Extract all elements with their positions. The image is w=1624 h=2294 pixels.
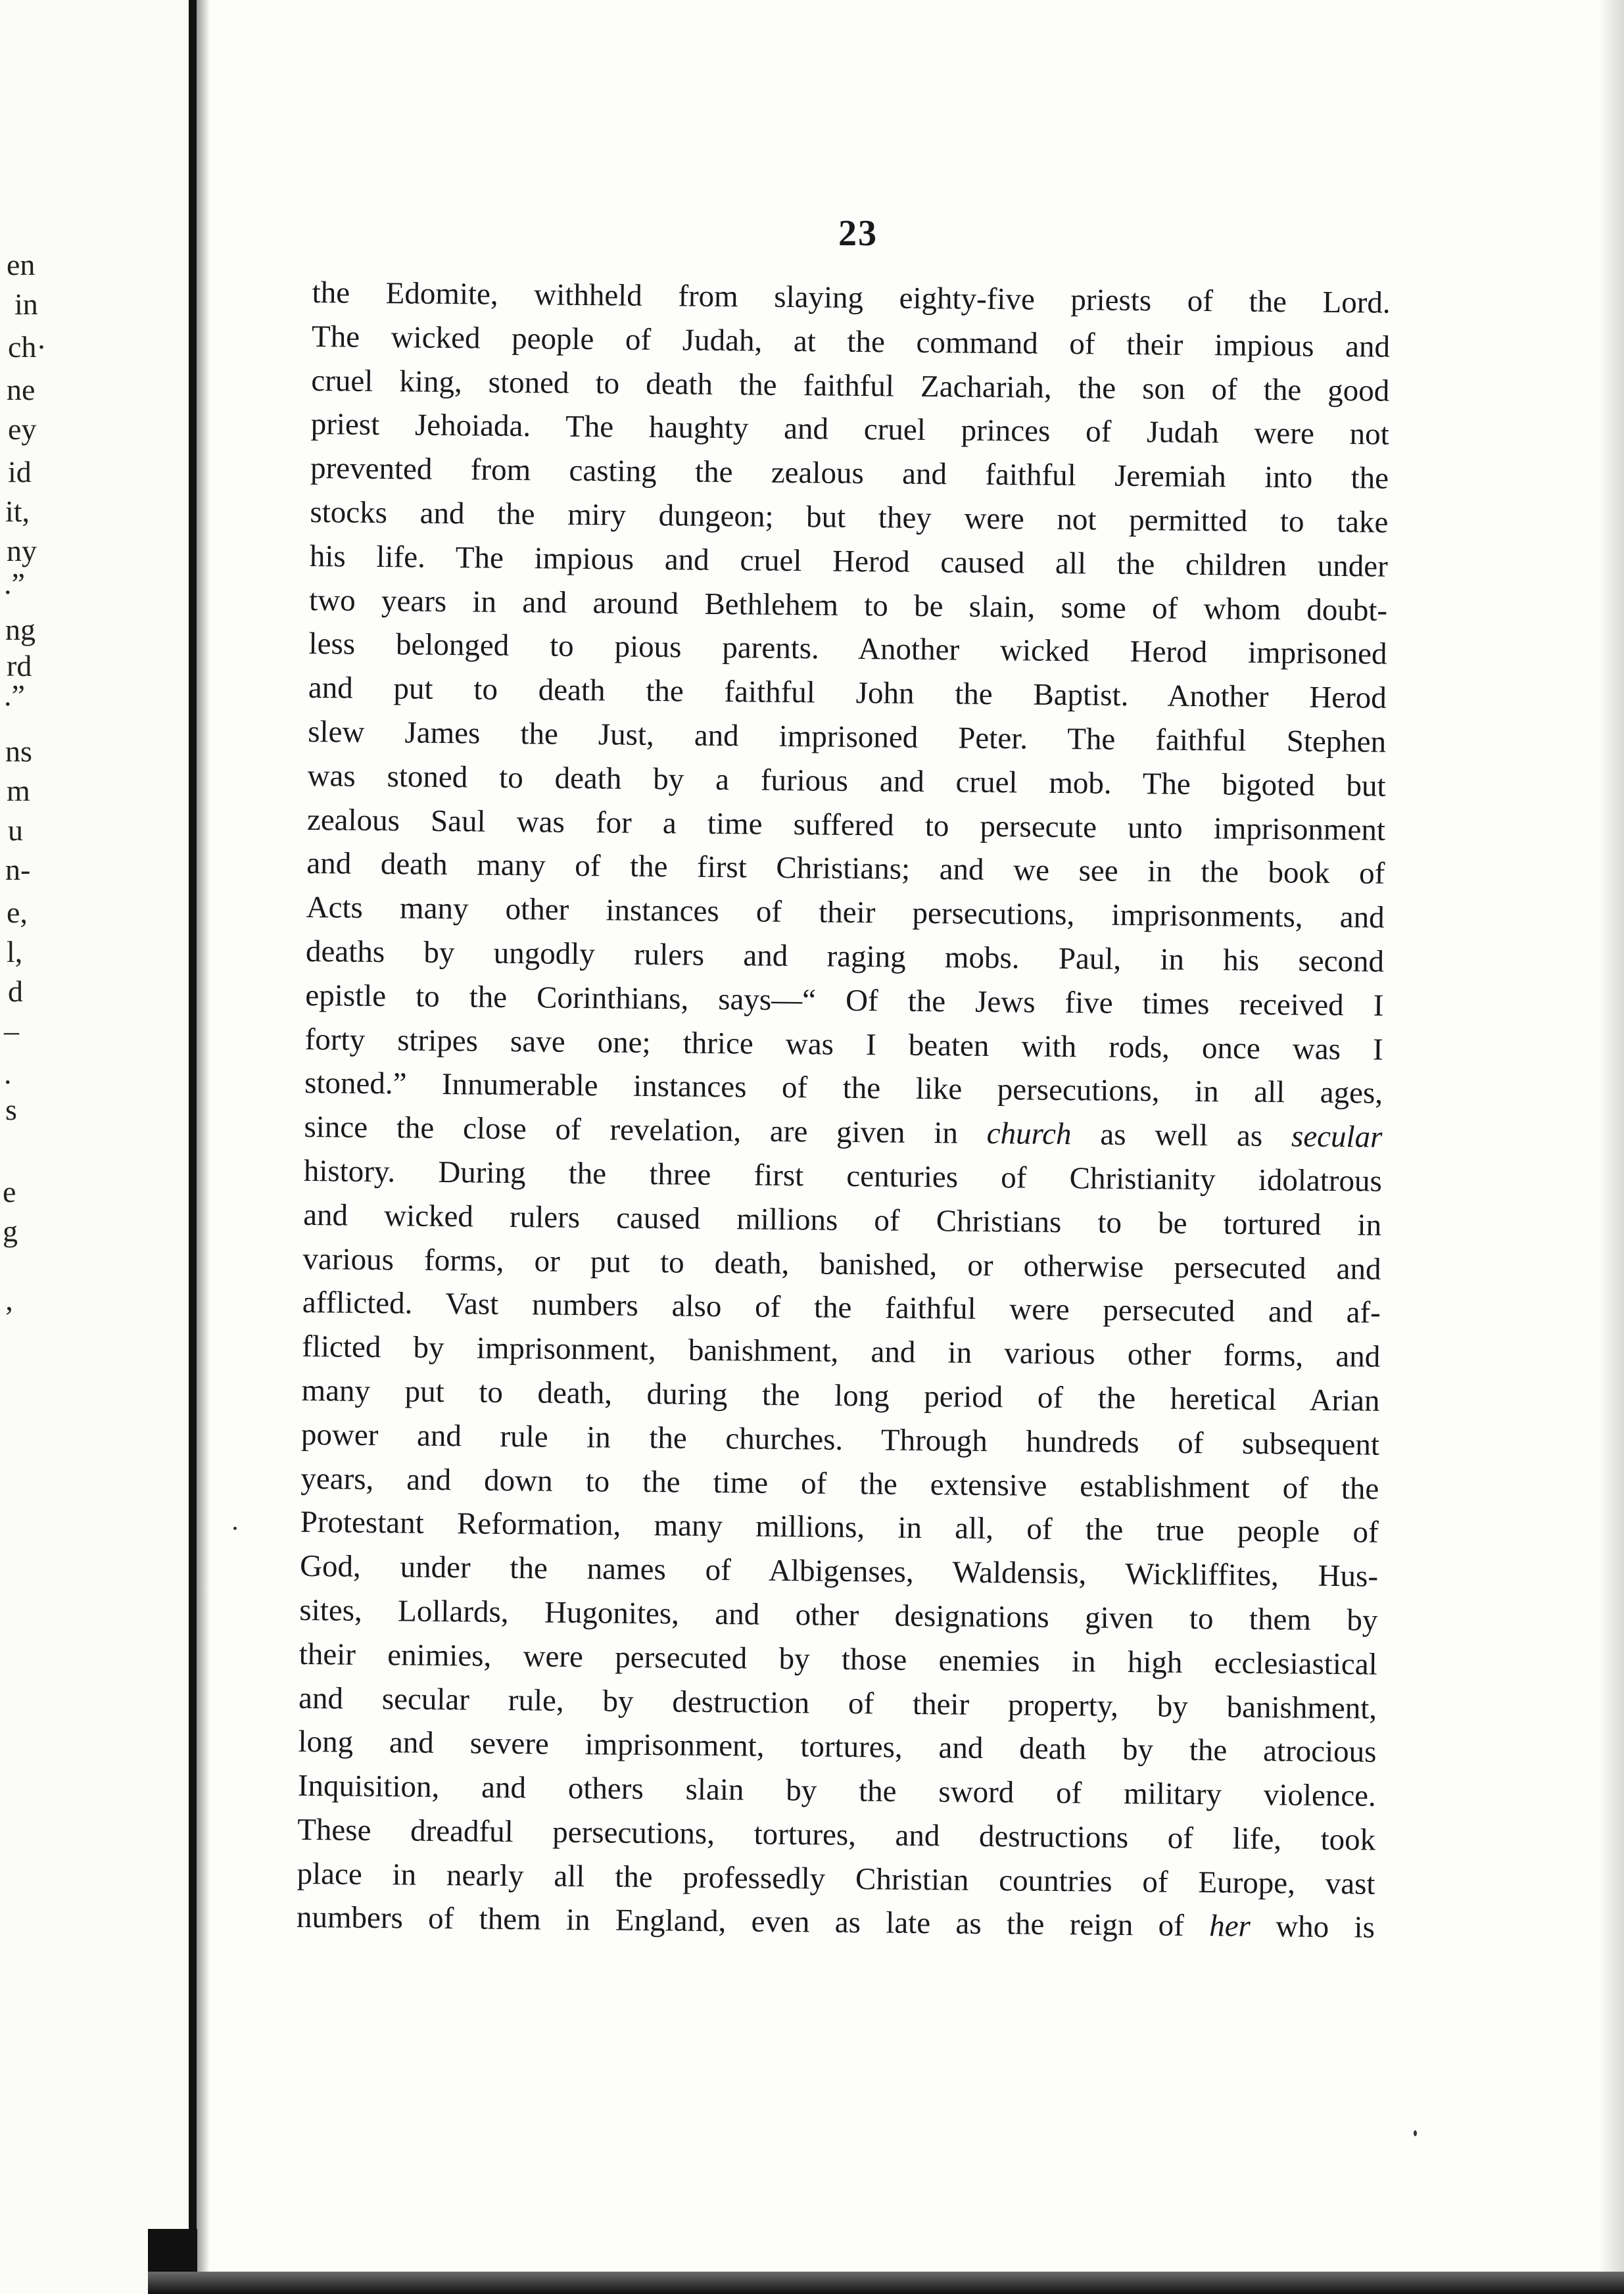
facing-page-text: m [7, 774, 30, 807]
facing-page-text: . [4, 1057, 12, 1090]
text-line: various forms, or put to death, banished, or otherwise persecuted and [302, 1241, 1381, 1287]
facing-page-text: ch· [8, 330, 47, 364]
text-line: place in nearly all the professedly Christian countries of Europe, vast [297, 1856, 1375, 1901]
facing-page-text: .” [4, 567, 25, 600]
text-line: and wicked rulers caused millions of Christians to be tortured in [302, 1197, 1382, 1243]
facing-page-text: e [3, 1175, 16, 1208]
facing-page-text: en [7, 248, 36, 281]
facing-page-text: – [4, 1014, 19, 1047]
text-line: stocks and the miry dungeon; but they were not permitted to take [310, 494, 1389, 540]
text-line: forty stripes save one; thrice was I beaten with rods, once was I [304, 1022, 1383, 1067]
facing-page-text: s [5, 1093, 17, 1126]
text-line: two years in and around Bethlehem to be slain, some of whom doubt- [308, 583, 1388, 628]
text-line: stoned.” Innumerable instances of the like persecutions, in all ages, [304, 1066, 1383, 1111]
text-line: history. During the three first centuries of Christianity idolatrous [303, 1153, 1383, 1199]
text-line: prevented from casting the zealous and faithful Jeremiah into the [310, 451, 1389, 496]
book-gutter [189, 0, 197, 2294]
facing-page-text: ny [7, 534, 37, 567]
bottom-shadow [148, 2272, 1624, 2294]
text-line: cruel king, stoned to death the faithful Zachariah, the son of the good [311, 363, 1390, 408]
text-line: power and rule in the churches. Through hundreds of subsequent [300, 1417, 1380, 1462]
text-line: slew James the Just, and imprisoned Peter. The faithful Stephen [308, 714, 1387, 759]
body-text [297, 271, 1391, 1950]
text-line: long and severe imprisonment, tortures, and death by the atrocious [298, 1725, 1377, 1769]
text-line: and death many of the first Christians; and we see in the book of [306, 846, 1385, 892]
facing-page-text: ’ [4, 1300, 14, 1333]
text-line: The wicked people of Judah, at the command of their impious and [311, 319, 1391, 364]
text-line: flicted by imprisonment, banishment, and in various other forms, and [302, 1329, 1381, 1374]
text-line: their enimies, were persecuted by those enemies in high ecclesiastical [299, 1637, 1377, 1682]
facing-page-text: ey [8, 412, 37, 446]
text-line: less belonged to pious parents. Another wicked Herod imprisoned [308, 627, 1387, 672]
italic-word: her [1208, 1909, 1251, 1944]
text-line: afflicted. Vast numbers also of the faithful were persecuted and af- [302, 1285, 1381, 1330]
text-span: numbers of them in England, even as late as the reign of [296, 1900, 1210, 1944]
facing-page-text: ns [5, 734, 32, 768]
text-line: epistle to the Corinthians, says—“ Of the Jews five times received I [305, 978, 1384, 1023]
text-line: priest Jehoiada. The haughty and cruel princes of Judah were not [310, 407, 1389, 452]
ink-speck [233, 1527, 237, 1530]
facing-page-text: e, [7, 896, 28, 929]
facing-page-text: .” [4, 679, 25, 712]
text-line: years, and down to the time of the extensive establishment of the [300, 1461, 1379, 1506]
text-span: as well as [1071, 1117, 1292, 1154]
facing-page-text: ng [5, 613, 36, 646]
italic-word: secular [1291, 1119, 1383, 1155]
text-line: his life. The impious and cruel Herod caused all the children under [309, 538, 1389, 584]
text-line: was stoned to death by a furious and cruel mob. The bigoted but [307, 758, 1386, 803]
text-line: many put to death, during the long period of the heretical Arian [301, 1373, 1380, 1418]
facing-page-text: in [14, 287, 38, 321]
text-line: God, under the names of Albigenses, Waldensis, Wickliffites, Hus- [299, 1549, 1379, 1594]
text-line: Inquisition, and others slain by the sword of military violence. [297, 1768, 1377, 1813]
facing-page-text: ne [7, 373, 36, 406]
text-line: sites, Lollards, Hugonites, and other designations given to them by [299, 1592, 1378, 1638]
italic-word: church [986, 1116, 1072, 1152]
facing-page-text: rd [7, 649, 32, 682]
text-span: since the close of revelation, are given in [304, 1110, 988, 1151]
text-span: who is [1250, 1909, 1375, 1946]
text-line: deaths by ungodly rulers and raging mobs. Paul, in his second [305, 934, 1385, 979]
text-line: and secular rule, by destruction of their property, by banishment, [298, 1681, 1377, 1726]
text-line: These dreadful persecutions, tortures, and destructions of life, took [297, 1812, 1376, 1857]
text-line: zealous Saul was for a time suffered to persecute unto imprisonment [306, 802, 1386, 848]
facing-page-text: n- [5, 853, 31, 886]
text-line: Acts many other instances of their persecutions, imprisonments, and [306, 890, 1385, 935]
facing-page-text: u [8, 813, 23, 847]
facing-page-text: l, [7, 935, 23, 968]
facing-page-fragment [0, 0, 195, 2294]
text-line: the Edomite, withheld from slaying eighty-five priests of the Lord. [312, 275, 1391, 320]
page-edge [1598, 0, 1624, 2294]
ink-speck [1414, 2130, 1417, 2136]
facing-page-text: it, [5, 494, 30, 528]
facing-page-text: id [8, 455, 32, 489]
text-line: Protestant Reformation, many millions, in all, of the true people of [300, 1505, 1379, 1550]
gutter-shadow [197, 0, 210, 2294]
text-line: and put to death the faithful John the Baptist. Another Herod [308, 671, 1387, 715]
page-number: 23 [838, 213, 878, 254]
facing-page-text: d [8, 974, 23, 1008]
facing-page-text: g [3, 1214, 18, 1248]
